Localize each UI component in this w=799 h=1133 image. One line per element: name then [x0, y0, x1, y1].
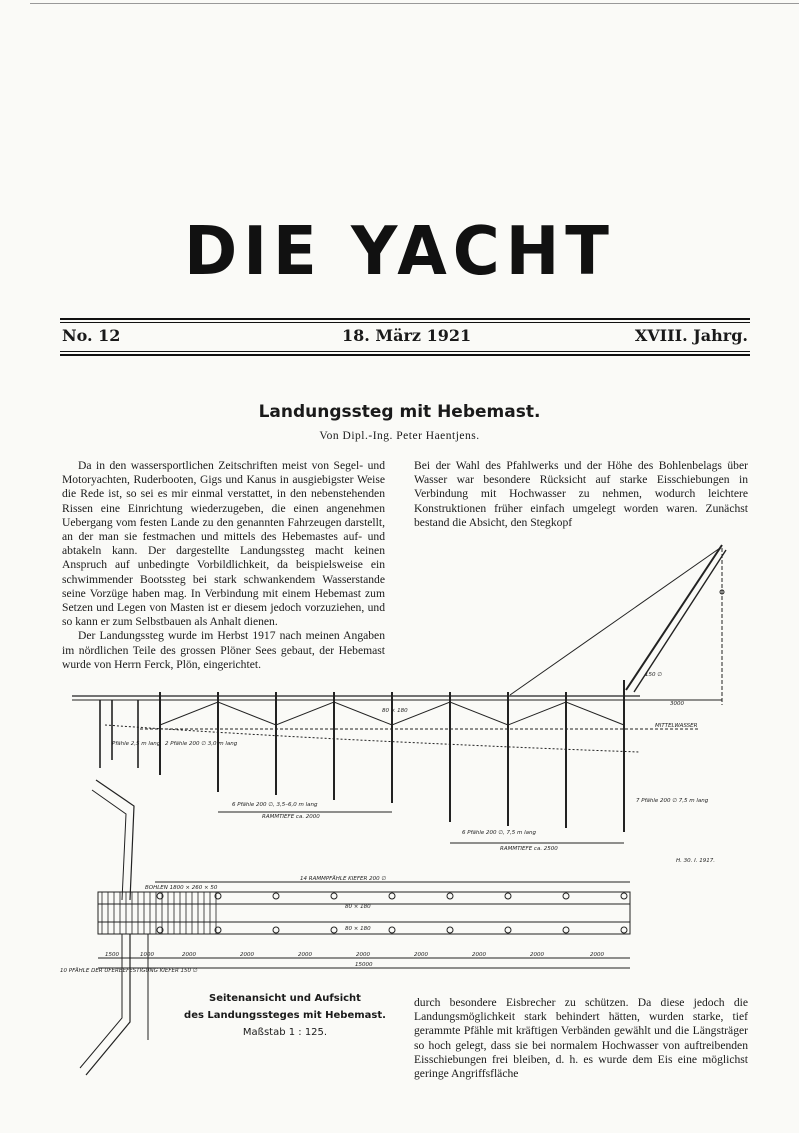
- svg-text:2000: 2000: [240, 952, 254, 958]
- paragraph-intro: Da in den wassersportlichen Zeitschriften meist von Segel- und Motoryachten, Ruderbooten, Gigs und Kanus in ausgiebigster Weise die Rede ist, so sei es mir einmal verstattet, in den nebenstehenden Rissen eine Einrichtung wiederzugeben, die einen angenehmen Uebergang vom festen Lande zu den genannten Fahrzeugen darstellt, an der man sie festmachen und mittels des Hebemastes auf- und abtakeln kann. Der dargestellte Landungssteg macht keinen Anspruch auf unbedingte Vorbildlichkeit, da beispielsweise ein schwimmender Bootssteg bei stark schwankendem Wasserstande seine Vorzüge haben mag. In Verbindung mit einem Hebemast zum Setzen und Legen von Masten ist er diesem jedoch vorzuziehen, und so kann er zum Selbstbauen als Anhalt dienen.: [62, 459, 385, 629]
- caption-line-3: Maßstab 1 : 125.: [242, 1027, 328, 1038]
- side-elevation: [72, 545, 726, 864]
- label-mittelwasser: MITTELWASSER: [655, 723, 698, 729]
- plan-view: [60, 780, 630, 1075]
- label-piles-left: 2 Pfähle 200 ∅ 3,0 m lang: [165, 741, 238, 747]
- label-plan-total: 15000: [355, 962, 373, 968]
- article-title: Landungssteg mit Hebemast.: [258, 402, 541, 422]
- label-plan-80x180b: 80 × 180: [345, 926, 371, 932]
- svg-text:2000: 2000: [590, 952, 604, 958]
- paragraph-pile-choice: Bei der Wahl des Pfahlwerks und der Höhe des Bohlenbelags über Wasser war besondere Rücksicht auf starke Eisschiebungen in Verbindung mit Hochwasser zu nehmen, wodurch leichtere Konstruktionen früher einfach umgelegt worden waren. Zunächst bestand die Absicht, den Stegkopf: [414, 459, 748, 529]
- paragraph-icebreaker: durch besondere Eisbrecher zu schützen. Da diese jedoch die Landungsmöglichkeit stark behindert hätten, wurden starke, tief gerammte Pfähle mit kräftigen Verbänden gewählt und die Längsträger so hoch gelegt, dass sie bei normalem Hochwasser von auftreibenden Eisschiebungen frei bleiben, d. h. es wurde dem Eis eine möglichst geringe Angriffsfläche: [414, 996, 748, 1081]
- issue-date: 18. März 1921: [342, 326, 472, 345]
- caption-line-2: des Landungssteges mit Hebemast.: [184, 1010, 386, 1021]
- plan-span-labels: [105, 952, 604, 958]
- caption-line-1: Seitenansicht und Aufsicht: [209, 993, 361, 1004]
- svg-text:2000: 2000: [472, 952, 486, 958]
- derrick-boom-2: [634, 550, 726, 692]
- svg-text:1500: 1500: [105, 952, 119, 958]
- article-byline: Von Dipl.-Ing. Peter Haentjens.: [319, 430, 480, 442]
- issue-number: No. 12: [62, 326, 121, 345]
- shore-walk-upper: [96, 780, 134, 900]
- label-150: 150 ∅: [645, 672, 663, 678]
- svg-text:2000: 2000: [298, 952, 312, 958]
- paragraph-history: Der Landungssteg wurde im Herbst 1917 nach meinen Angaben im nördlichen Teile des grossen Plöner Sees gebaut, der Hebemast wurde von Herrn Ferck, Plön, eingerichtet.: [62, 629, 385, 671]
- svg-text:2000: 2000: [530, 952, 544, 958]
- plan-pile-heads: [157, 893, 627, 933]
- svg-text:2000: 2000: [414, 952, 428, 958]
- signature: H. 30. I. 1917.: [676, 858, 715, 864]
- issue-volume: XVIII. Jahrg.: [634, 326, 748, 345]
- svg-text:1000: 1000: [140, 952, 154, 958]
- svg-text:2000: 2000: [182, 952, 196, 958]
- derrick-boom-1: [626, 545, 722, 690]
- label-shore-piles: 10 PFÄHLE DER UFERBEFESTIGUNG KIEFER 150 ∅: [60, 968, 198, 974]
- svg-text:2000: 2000: [356, 952, 370, 958]
- label-piles-right: 7 Pfähle 200 ∅ 7,5 m lang: [636, 798, 709, 804]
- label-ramm-a: RAMMTIEFE ca. 2000: [262, 814, 320, 820]
- label-80x180: 80 × 180: [382, 708, 408, 714]
- label-3000: 3000: [670, 701, 684, 707]
- shore-walk-upper-edge: [92, 790, 126, 900]
- label-plan-80x180a: 80 × 180: [345, 904, 371, 910]
- label-plan-bohlen: BOHLEN 1800 × 260 × 50: [145, 885, 218, 891]
- label-plan-top: 14 RAMMPFÄHLE KIEFER 200 ∅: [300, 876, 387, 882]
- label-piles-b: 6 Pfähle 200 ∅, 7,5 m lang: [462, 830, 537, 836]
- guy-wire: [510, 548, 720, 695]
- label-piles-a: 6 Pfähle 200 ∅, 3,5–6,0 m lang: [232, 802, 318, 808]
- masthead: DIE YACHT: [184, 213, 615, 291]
- label-piles-shore: Pfähle 2,5 m lang: [112, 741, 161, 747]
- label-ramm-b: RAMMTIEFE ca. 2500: [500, 846, 558, 852]
